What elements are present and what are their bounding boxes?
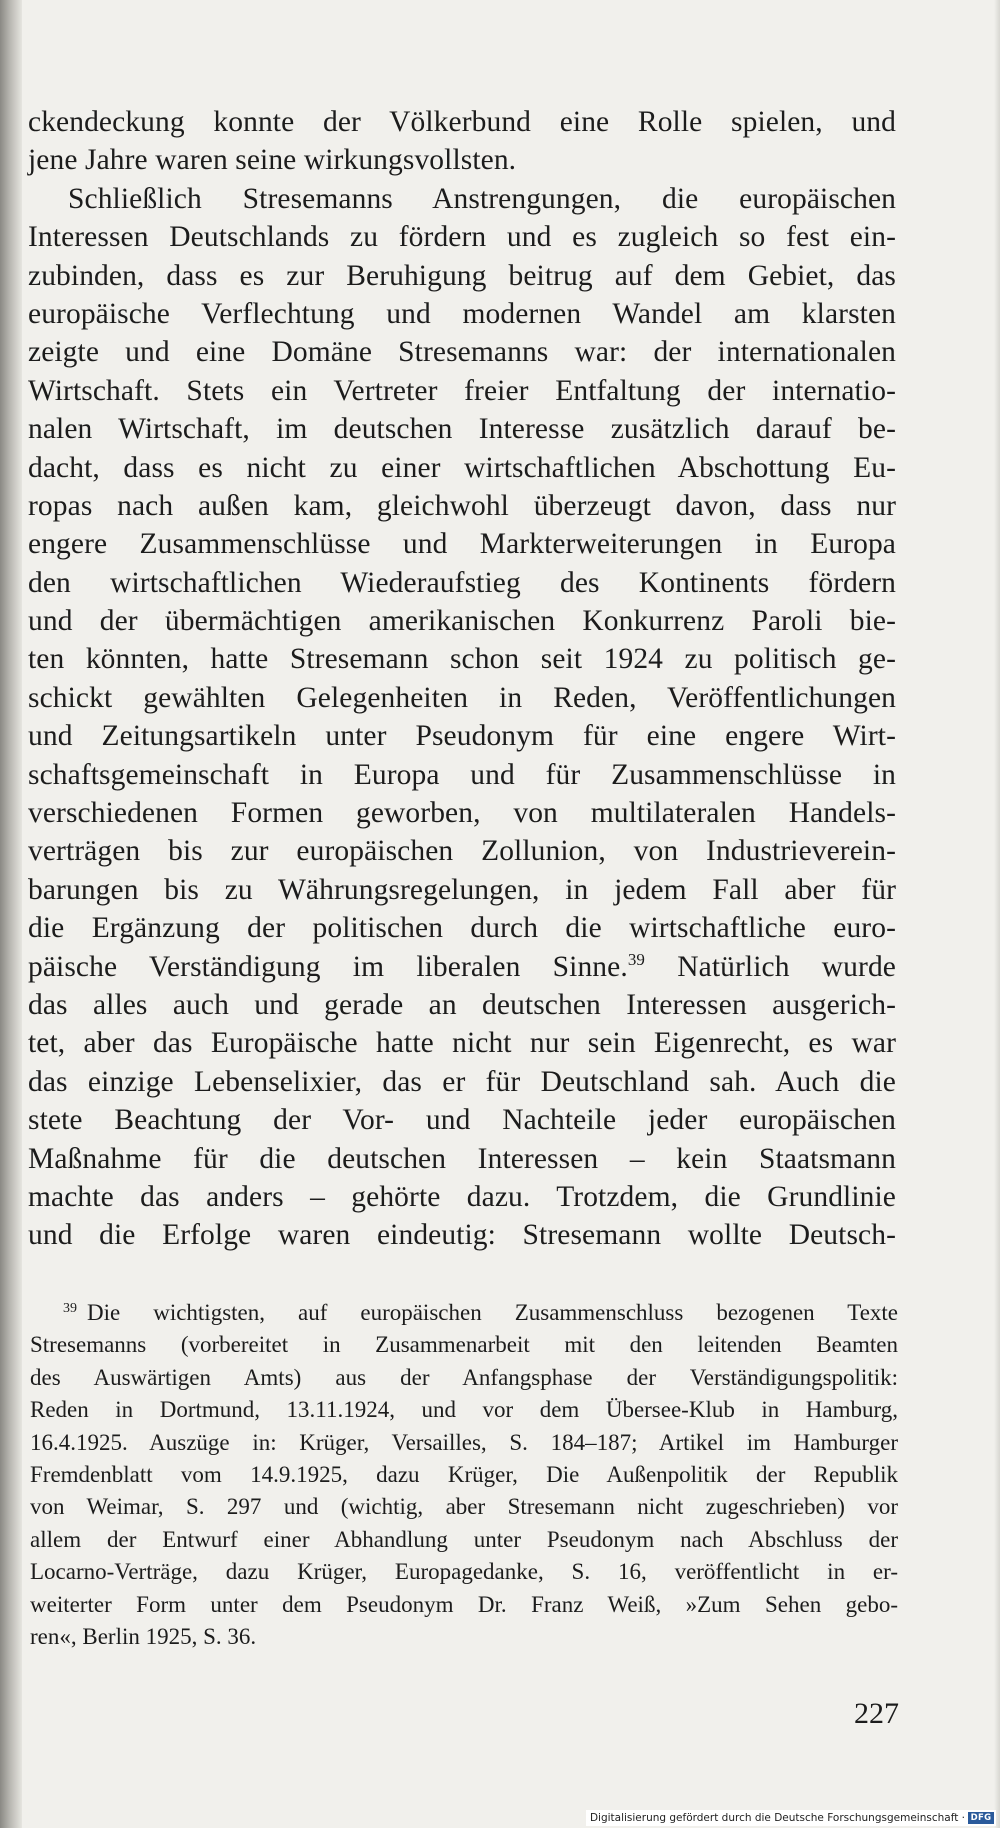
text-line: zeigte und eine Domäne Stresemanns war: der internationalen bbox=[28, 336, 896, 369]
text-line: zubinden, dass es zur Beruhigung beitrug auf dem Gebiet, das bbox=[28, 259, 896, 292]
text-line: das alles auch und gerade an deutschen Interessen ausgerich- bbox=[28, 988, 896, 1021]
footnote-line: Stresemanns (vorbereitet in Zusammenarbeit mit den leitenden Beamten bbox=[30, 1332, 898, 1358]
text-line: schickt gewählten Gelegenheiten in Reden, Veröffentlichungen bbox=[28, 681, 896, 714]
footnote-marker: 39 bbox=[63, 1301, 77, 1316]
footnote-line: Fremdenblatt vom 14.9.1925, dazu Krüger, Die Außenpolitik der Republik bbox=[30, 1461, 898, 1487]
text-line: den wirtschaftlichen Wiederaufstieg des Kontinents fördern bbox=[28, 566, 896, 599]
text-line: jene Jahre waren seine wirkungsvollsten. bbox=[28, 144, 517, 177]
text-line: ten könnten, hatte Stresemann schon seit 1924 zu politisch ge- bbox=[28, 643, 896, 676]
text-line: verträgen bis zur europäischen Zollunion, von Industrieverein- bbox=[28, 835, 896, 868]
text-line: ckendeckung konnte der Völkerbund eine Rolle spielen, und bbox=[28, 106, 896, 138]
text-line: Interessen Deutschlands zu fördern und es zugleich so fest ein- bbox=[28, 221, 896, 254]
text-line: nalen Wirtschaft, im deutschen Interesse zusätzlich darauf be- bbox=[28, 413, 896, 446]
digitization-note: Digitalisierung gefördert durch die Deutsche Forschungsgemeinschaft · bbox=[589, 1812, 965, 1824]
text-line: die Ergänzung der politischen durch die wirtschaftliche euro- bbox=[28, 912, 896, 945]
text-line: verschiedenen Formen geworben, von multilateralen Handels- bbox=[28, 797, 896, 830]
text-line: Maßnahme für die deutschen Interessen – kein Staatsmann bbox=[28, 1142, 896, 1175]
text-line: das einzige Lebenselixier, das er für Deutschland sah. Auch die bbox=[28, 1065, 896, 1098]
text-segment: Natürlich wurde bbox=[645, 950, 896, 983]
paragraph-first-line: Schließlich Stresemanns Anstrengungen, die europäischen bbox=[68, 182, 896, 215]
footnote-line: weiterter Form unter dem Pseudonym Dr. Franz Weiß, »Zum Sehen gebo- bbox=[30, 1591, 898, 1617]
text-line: und die Erfolge waren eindeutig: Stresemann wollte Deutsch- bbox=[28, 1219, 896, 1252]
footnote-section bbox=[30, 1297, 898, 1653]
digitization-credit bbox=[586, 1810, 996, 1826]
text-line: barungen bis zu Währungsregelungen, in jedem Fall aber für bbox=[28, 873, 896, 906]
text-line: schaftsgemeinschaft in Europa und für Zusammenschlüsse in bbox=[28, 758, 896, 791]
text-line-with-footnote-ref bbox=[28, 948, 896, 986]
footnote-line: des Auswärtigen Amts) aus der Anfangsphase der Verständigungspolitik: bbox=[30, 1364, 898, 1390]
dfg-logo-icon: DFG bbox=[968, 1812, 994, 1824]
footnote-line: ren«, Berlin 1925, S. 36. bbox=[30, 1623, 257, 1649]
page-gutter-shadow bbox=[0, 0, 22, 1828]
text-line: stete Beachtung der Vor- und Nachteile jeder europäischen bbox=[28, 1104, 896, 1137]
footnote-line: allem der Entwurf einer Abhandlung unter Pseudonym nach Abschluss der bbox=[30, 1526, 898, 1552]
footnote-reference: 39 bbox=[627, 949, 646, 969]
main-text bbox=[28, 103, 896, 1255]
text-line: und Zeitungsartikeln unter Pseudonym für eine engere Wirt- bbox=[28, 720, 896, 753]
footnote-text: Die wichtigsten, auf europäischen Zusammenschluss bezogenen Texte bbox=[87, 1300, 898, 1325]
text-line: europäische Verflechtung und modernen Wandel am klarsten bbox=[28, 297, 896, 330]
text-line: dacht, dass es nicht zu einer wirtschaftlichen Abschottung Eu- bbox=[28, 451, 896, 484]
text-line: Wirtschaft. Stets ein Vertreter freier Entfaltung der internatio- bbox=[28, 374, 896, 407]
page-number: 227 bbox=[854, 1697, 899, 1730]
footnote-line: Locarno-Verträge, dazu Krüger, Europagedanke, S. 16, veröffentlicht in er- bbox=[30, 1559, 898, 1585]
page-edge bbox=[994, 0, 1000, 1828]
text-segment: päische Verständigung im liberalen Sinne. bbox=[28, 950, 628, 983]
text-line: tet, aber das Europäische hatte nicht nur sein Eigenrecht, es war bbox=[28, 1027, 896, 1060]
footnote-line: 16.4.1925. Auszüge in: Krüger, Versailles, S. 184–187; Artikel im Hamburger bbox=[30, 1429, 898, 1455]
footnote-line: Reden in Dortmund, 13.11.1924, und vor dem Übersee-Klub in Hamburg, bbox=[30, 1397, 898, 1423]
text-line: engere Zusammenschlüsse und Markterweiterungen in Europa bbox=[28, 528, 896, 561]
footnote-line: von Weimar, S. 297 und (wichtig, aber Stresemann nicht zugeschrieben) vor bbox=[30, 1494, 898, 1520]
text-line: ropas nach außen kam, gleichwohl überzeugt davon, dass nur bbox=[28, 489, 896, 522]
footnote-first-line bbox=[30, 1297, 898, 1329]
text-line: und der übermächtigen amerikanischen Konkurrenz Paroli bie- bbox=[28, 605, 896, 638]
text-line: machte das anders – gehörte dazu. Trotzdem, die Grundlinie bbox=[28, 1180, 896, 1213]
